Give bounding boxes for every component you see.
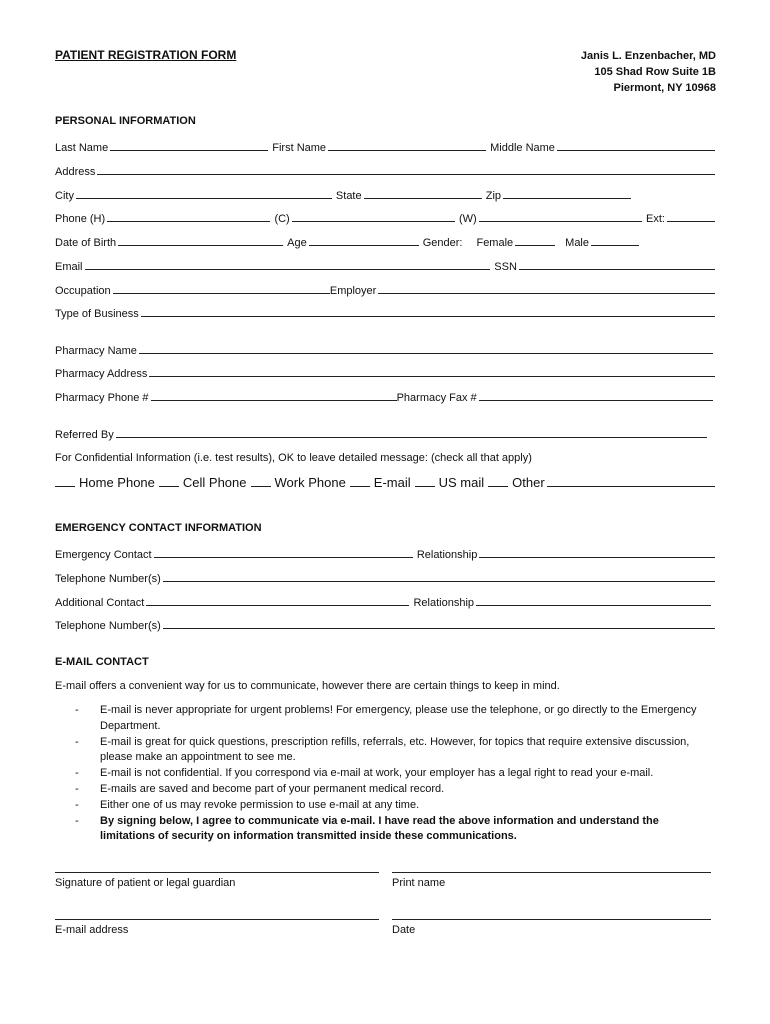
email-address-line[interactable] [55,919,379,920]
telephone-label: Telephone Number(s) [55,573,161,585]
type-of-business-field[interactable] [141,316,715,317]
emergency-heading: EMERGENCY CONTACT INFORMATION [55,522,262,534]
middle-name-label: Middle Name [490,142,555,154]
state-field[interactable] [364,198,482,199]
confidential-row [55,448,715,464]
confidential-instructions: For Confidential Information (i.e. test results), OK to leave detailed message: (check all that apply) [55,452,532,464]
referred-row [55,425,707,441]
pharmacy-name-row [55,341,713,357]
additional-contact-field[interactable] [146,605,409,606]
last-name-field[interactable] [110,150,268,151]
home-phone-option: Home Phone [79,475,155,490]
bullet-text: E-mail is never appropriate for urgent problems! For emergency, please use the telephone, or go directly to the Emergency Department. [100,704,697,732]
additional-contact-row [55,593,711,609]
phone-row [55,209,715,225]
cell-phone-check-line[interactable] [159,486,179,487]
relationship-field[interactable] [479,557,715,558]
list-item [55,703,715,735]
employer-field[interactable] [378,293,715,294]
telephone-row [55,569,715,585]
doctor-name: Janis L. Enzenbacher, MD [580,50,716,62]
city-field[interactable] [76,198,332,199]
male-checkbox-line[interactable] [591,245,639,246]
relationship-label: Relationship [416,549,478,561]
first-name-field[interactable] [328,150,486,151]
telephone2-field[interactable] [163,628,715,629]
email-label: Email [55,261,83,273]
date-label: Date [392,924,416,936]
list-item [55,735,715,767]
cell-phone-option: Cell Phone [182,475,247,490]
gender-label: Gender: [422,237,463,249]
phone-home-label: Phone (H) [55,213,106,225]
email-bullet-list [55,703,715,845]
bullet-dash: - [75,782,79,795]
other-check-line[interactable] [488,486,508,487]
us-mail-check-line[interactable] [415,486,435,487]
female-checkbox-line[interactable] [515,245,555,246]
city-row [55,186,631,202]
bullet-dash: - [75,814,79,827]
date-line[interactable] [392,919,711,920]
referred-by-label: Referred By [55,429,114,441]
email-field[interactable] [85,269,491,270]
pharmacy-fax-field[interactable] [479,400,713,401]
male-label: Male [565,237,589,249]
dob-field[interactable] [118,245,283,246]
first-name-label: First Name [272,142,327,154]
emergency-contact-field[interactable] [154,557,413,558]
ext-label: Ext: [646,213,665,225]
age-field[interactable] [309,245,419,246]
bullet-dash: - [75,767,79,780]
pharmacy-address-label: Pharmacy Address [55,368,148,380]
practice-street: 105 Shad Row Suite 1B [594,66,716,78]
female-label: Female [476,237,514,249]
other-field[interactable] [547,486,715,487]
phone-cell-label: (C) [274,213,290,225]
pharmacy-name-field[interactable] [139,353,713,354]
email-contact-heading: E-MAIL CONTACT [55,656,149,668]
list-item [55,798,715,814]
phone-cell-field[interactable] [292,221,455,222]
practice-address [581,48,716,96]
email-check-line[interactable] [350,486,370,487]
pharmacy-phone-field[interactable] [151,400,397,401]
referred-by-field[interactable] [116,437,707,438]
form-title: PATIENT REGISTRATION FORM [55,48,237,62]
name-row [55,138,715,154]
last-name-label: Last Name [55,142,109,154]
type-of-business-label: Type of Business [55,308,139,320]
occupation-field[interactable] [113,293,330,294]
pharmacy-phone-row [55,388,713,404]
pharmacy-address-row [55,364,715,380]
age-label: Age [287,237,307,249]
telephone-field[interactable] [163,581,715,582]
list-item [55,782,715,798]
bullet-text: Either one of us may revoke permission to use e-mail at any time. [100,798,420,811]
emergency-contact-row [55,545,715,561]
emergency-contact-label: Emergency Contact [55,549,152,561]
phone-work-label: (W) [459,213,477,225]
zip-label: Zip [485,190,502,202]
home-phone-check-line[interactable] [55,486,75,487]
bullet-dash: - [75,735,79,748]
signature-label: Signature of patient or legal guardian [55,877,236,889]
bullet-text: E-mail is not confidential. If you correspond via e-mail at work, your employer has a legal right to read your e-mail. [100,767,654,780]
print-name-line[interactable] [392,872,711,873]
address-label: Address [55,166,96,178]
ext-field[interactable] [667,221,715,222]
zip-field[interactable] [503,198,631,199]
us-mail-option: US mail [438,475,485,490]
bullet-dash: - [75,704,79,716]
business-row [55,304,715,320]
ssn-label: SSN [494,261,517,273]
telephone2-label: Telephone Number(s) [55,620,161,632]
middle-name-field[interactable] [557,150,715,151]
pharmacy-name-label: Pharmacy Name [55,345,137,357]
work-phone-check-line[interactable] [251,486,271,487]
bullet-dash: - [75,798,79,811]
contact-options-row [55,472,715,490]
phone-work-field[interactable] [479,221,642,222]
email-address-label: E-mail address [55,924,129,936]
personal-info-heading: PERSONAL INFORMATION [55,115,196,127]
dob-row [55,233,670,249]
pharmacy-address-field[interactable] [149,376,715,377]
occupation-label: Occupation [55,285,111,297]
state-label: State [335,190,362,202]
additional-contact-label: Additional Contact [55,597,145,609]
work-phone-option: Work Phone [274,475,346,490]
consent-statement: By signing below, I agree to communicate via e-mail. I have read the above information and understand the limitations of security on information transmitted inside these communications. [100,814,659,843]
list-item [55,766,715,782]
email-intro: E-mail offers a convenient way for us to communicate, however there are certain things to keep in mind. [55,680,560,692]
practice-city: Piermont, NY 10968 [613,82,716,94]
ssn-field[interactable] [519,269,715,270]
pharmacy-phone-label: Pharmacy Phone # [55,392,149,404]
list-item [55,814,715,846]
bullet-text: E-mail is great for quick questions, prescription refills, referrals, etc. However, for topics that require extensive discussion, please make an appointment to see me. [100,735,690,764]
email-option: E-mail [373,475,411,490]
signature-line[interactable] [55,872,379,873]
dob-label: Date of Birth [55,237,117,249]
relationship2-field[interactable] [476,605,711,606]
pharmacy-fax-label: Pharmacy Fax # [396,392,477,404]
other-option: Other [512,475,545,490]
print-name-label: Print name [392,877,446,889]
bullet-text: E-mails are saved and become part of your permanent medical record. [100,782,445,795]
phone-home-field[interactable] [107,221,270,222]
email-row [55,257,715,273]
employer-label: Employer [329,285,377,297]
occupation-row [55,281,715,297]
telephone2-row [55,616,715,632]
address-field[interactable] [97,174,715,175]
city-label: City [55,190,74,202]
address-row [55,162,715,178]
relationship2-label: Relationship [413,597,475,609]
